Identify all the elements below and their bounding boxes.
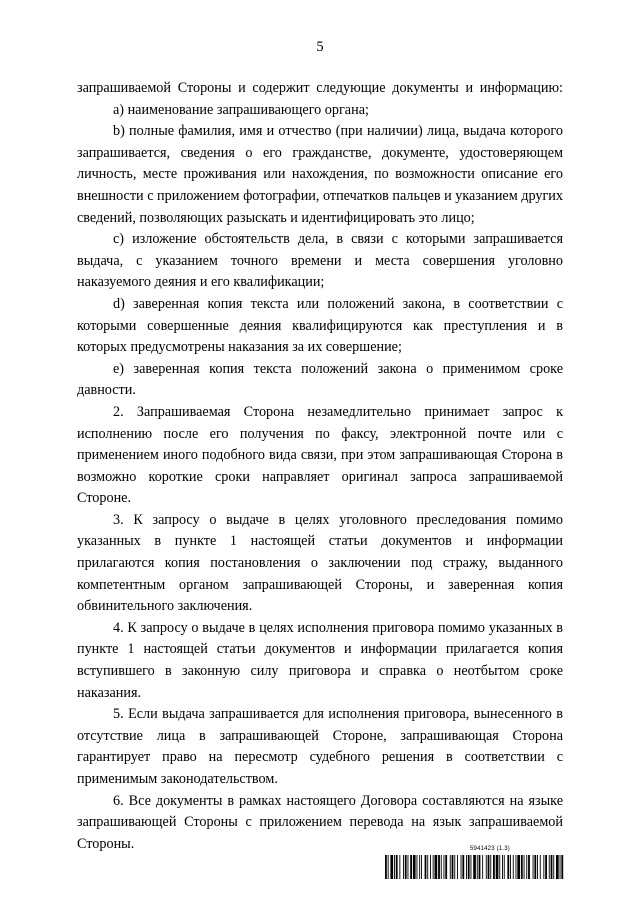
body-text: [77, 78, 563, 855]
paragraph-item-b: b) полные фамилия, имя и отчество (при наличии) лица, выдача которого запрашивается, сведения о его гражданстве, документе, удостоверяющем личность, месте проживания или нахождения, по возможности описание его внешности с приложением фотографии, отпечатков пальцев и указанием других сведений, позволяющих разыскать и идентифицировать это лицо;: [77, 123, 563, 226]
page-number: 5: [316, 39, 324, 55]
document-barcode: [384, 846, 564, 879]
paragraph-item-c: c) изложение обстоятельств дела, в связи с которыми запрашивается выдача, с указанием точного времени и места совершения уголовно наказуемого деяния и его квалификации;: [77, 231, 563, 291]
paragraph-3: 3. К запросу о выдаче в целях уголовного преследования помимо указанных в пункте 1 настоящей статьи документов и информации прилагаются копия постановления о заключении под стражу, выданного компетентным органом запрашивающей Стороны, и заверенная копия обвинительного заключения.: [77, 511, 563, 615]
barcode-id: 5941423 (1.3): [470, 846, 510, 852]
paragraph-continuation: запрашиваемой Стороны и содержит следующие документы и информацию:: [77, 80, 563, 96]
paragraph-item-a: a) наименование запрашивающего органа;: [113, 101, 369, 118]
paragraph-item-e: e) заверенная копия текста положений закона о применимом сроке давности.: [77, 360, 563, 399]
paragraph-4: 4. К запросу о выдаче в целях исполнения приговора помимо указанных в пункте 1 настоящей статьи документов и информации прилагается копия вступившего в законную силу приговора и справка о неотбытом сроке наказания.: [77, 619, 563, 701]
paragraph-6: 6. Все документы в рамках настоящего Договора составляются на языке запрашивающей Стороны с приложением перевода на язык запрашиваемой Стороны.: [77, 792, 563, 852]
paragraph-5: 5. Если выдача запрашивается для исполнения приговора, вынесенного в отсутствие лица в запрашивающей Стороне, запрашивающая Сторона гарантирует право на пересмотр судебного решения в соответствии с применимым законодательством.: [77, 706, 563, 787]
paragraph-item-d: d) заверенная копия текста или положений закона, в соответствии с которыми совершенные деяния квалифицируются как преступления и в которых предусмотрены наказания за их совершение;: [77, 295, 563, 356]
paragraph-2: 2. Запрашиваемая Сторона незамедлительно принимает запрос к исполнению после его получения по факсу, электронной почте или с применением иного подобного вида связи, при этом запрашивающая Сторона в возможно короткие сроки направляет оригинал запроса запрашиваемой Стороне.: [77, 403, 563, 507]
barcode-icon: [384, 855, 564, 879]
